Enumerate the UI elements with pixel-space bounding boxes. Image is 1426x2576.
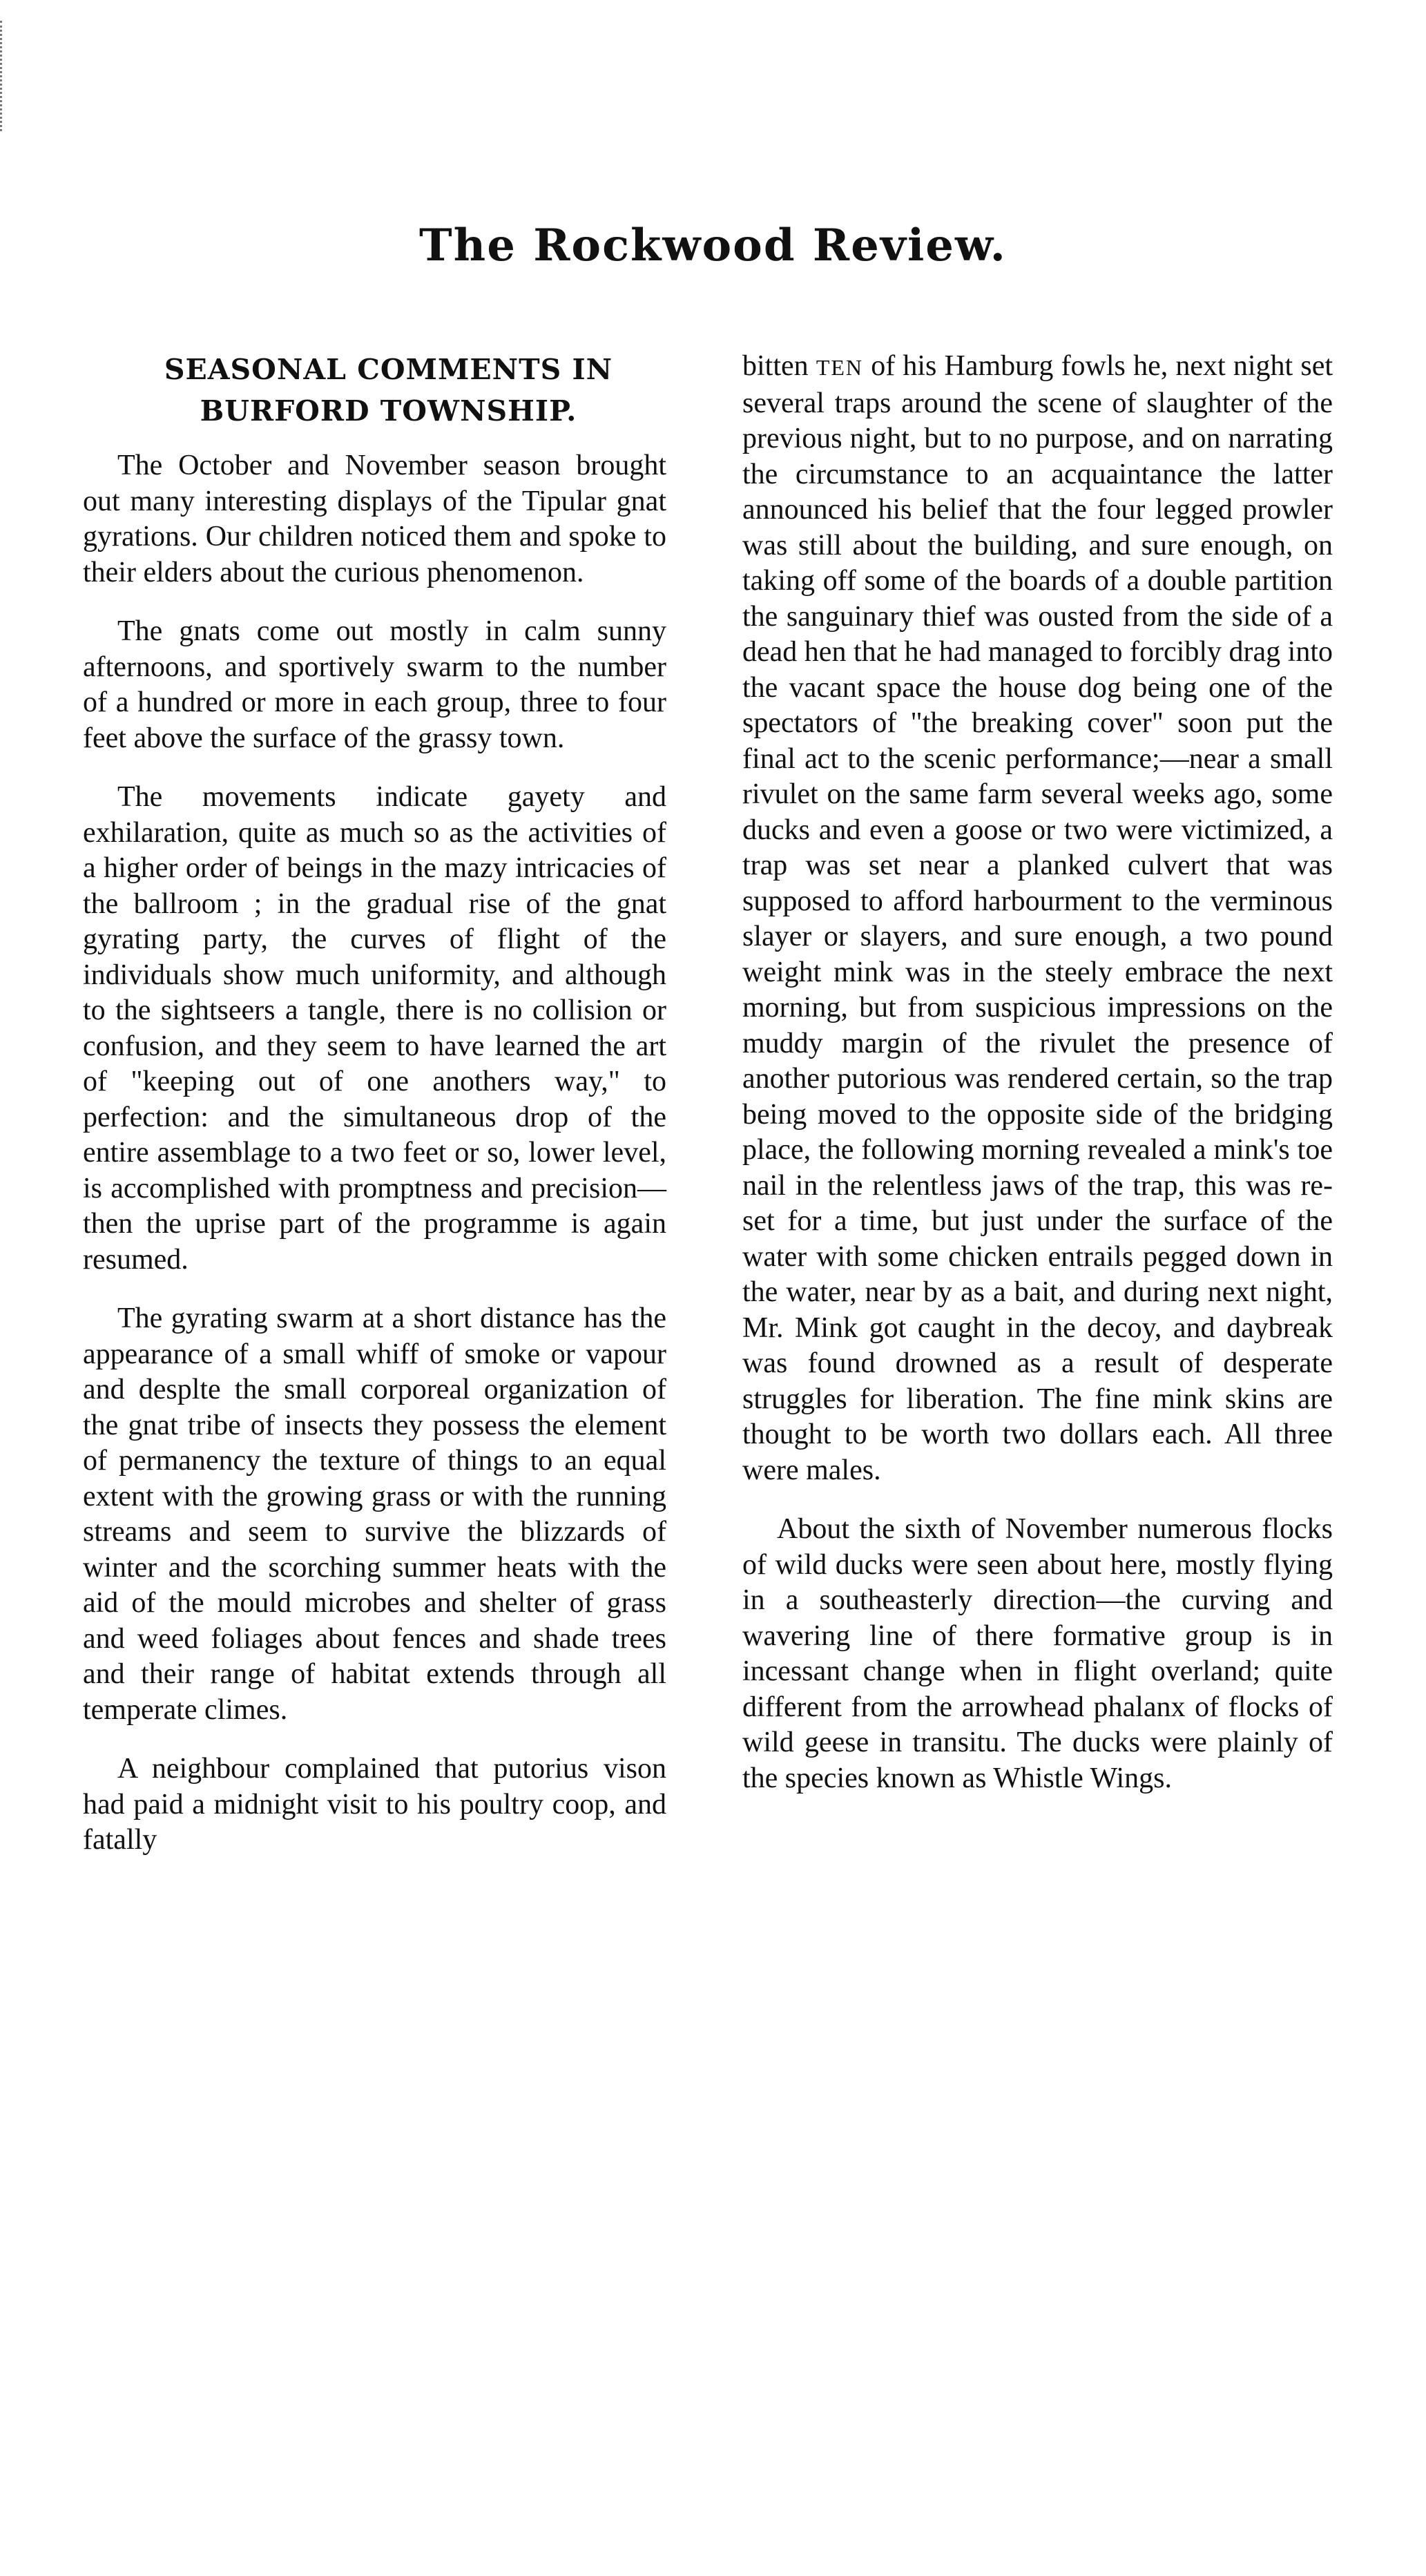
paragraph-continuation: [742, 349, 1333, 1488]
headline-line-2: BURFORD TOWNSHIP.: [200, 394, 577, 427]
continuation-start: bitten: [742, 350, 809, 382]
article-headline: [110, 349, 666, 432]
headline-line-1: SEASONAL COMMENTS IN: [164, 353, 613, 386]
paragraph-6: About the sixth of November numerous flocks of wild ducks were seen about here, mostly flying in a southeasterly direction—the curving and wavering line of there formative group is in incessant change when in flight overland; quite different from the arrowhead phalanx of flocks of wild geese in transitu. The ducks were plainly of the species known as Whistle Wings.: [742, 1513, 1333, 1794]
left-column: [83, 349, 666, 1882]
right-column: [742, 349, 1333, 1820]
paragraph-5: A neighbour complained that putorius vison had paid a midnight visit to his poultry coop, and fatally: [83, 1753, 666, 1856]
paragraph-3: The movements indicate gayety and exhilaration, quite as much so as the activities of a higher order of beings in the mazy intricacies of the ballroom ; in the gradual rise of the gnat gyrating party, the curves of flight of the individuals show much uniformity, and although to the sightseers a tangle, there is no collision or confusion, and they seem to have learned the art of "keeping out of one anothers way," to perfection: and the simultaneous drop of the entire assemblage to a two feet or so, lower level, is accomplished with promptness and precision—then the uprise part of the programme is again resumed.: [83, 781, 666, 1276]
paragraph-4: The gyrating swarm at a short distance has the appearance of a small whiff of smoke or vapour and desplte the small corporeal organization of the gnat tribe of insects they possess the element of permanency the texture of things to an equal extent with the growing grass or with the running streams and seem to survive the blizzards of winter and the scorching summer heats with the aid of the mould microbes and shelter of grass and weed foliages about fences and shade trees and their range of habitat extends through all temperate climes.: [83, 1303, 666, 1726]
scan-edge-marks: [0, 21, 15, 131]
paragraph-2: The gnats come out mostly in calm sunny afternoons, and sportively swarm to the number of a hundred or more in each group, three to four feet above the surface of the grassy town.: [83, 615, 666, 754]
paragraph-1: The October and November season brought out many interesting displays of the Tipular gnat gyrations. Our children noticed them and spoke to their elders about the curious phenomenon.: [83, 450, 666, 588]
continuation-smallcaps: TEN: [816, 355, 864, 380]
masthead-title: The Rockwood Review.: [419, 220, 1007, 271]
continuation-rest: of his Hamburg fowls he, next night set several traps around the scene of slaughter of the previous night, but to no purpose, and on narrating the circumstance to an acquaintance the latter announced his belief that the four legged prowler was still about the building, and sure enough, on taking off some of the boards of a double partition the sanguinary thief was ousted from the side of a dead hen that he had managed to forcibly drag into the vacant space the house dog being one of the spectators of "the breaking cover" soon put the final act to the scenic performance;—near a small rivulet on the same farm several weeks ago, some ducks and even a goose or two were victimized, a trap was set near a planked culvert that was supposed to afford harbourment to the verminous slayer or slayers, and sure enough, a two pound weight mink was in the steely embrace the next morning, but from suspicious impressions on the muddy margin of the rivulet the presence of another putorious was rendered certain, so the trap being moved to the opposite side of the bridging place, the following morning revealed a mink's toe nail in the relentless jaws of the trap, this was re-set for a time, but just under the surface of the water with some chicken entrails pegged down in the water, near by as a bait, and during next night, Mr. Mink got caught in the decoy, and daybreak was found drowned as a result of desperate struggles for liberation. The fine mink skins are thought to be worth two dollars each. All three were males.: [742, 350, 1333, 1486]
